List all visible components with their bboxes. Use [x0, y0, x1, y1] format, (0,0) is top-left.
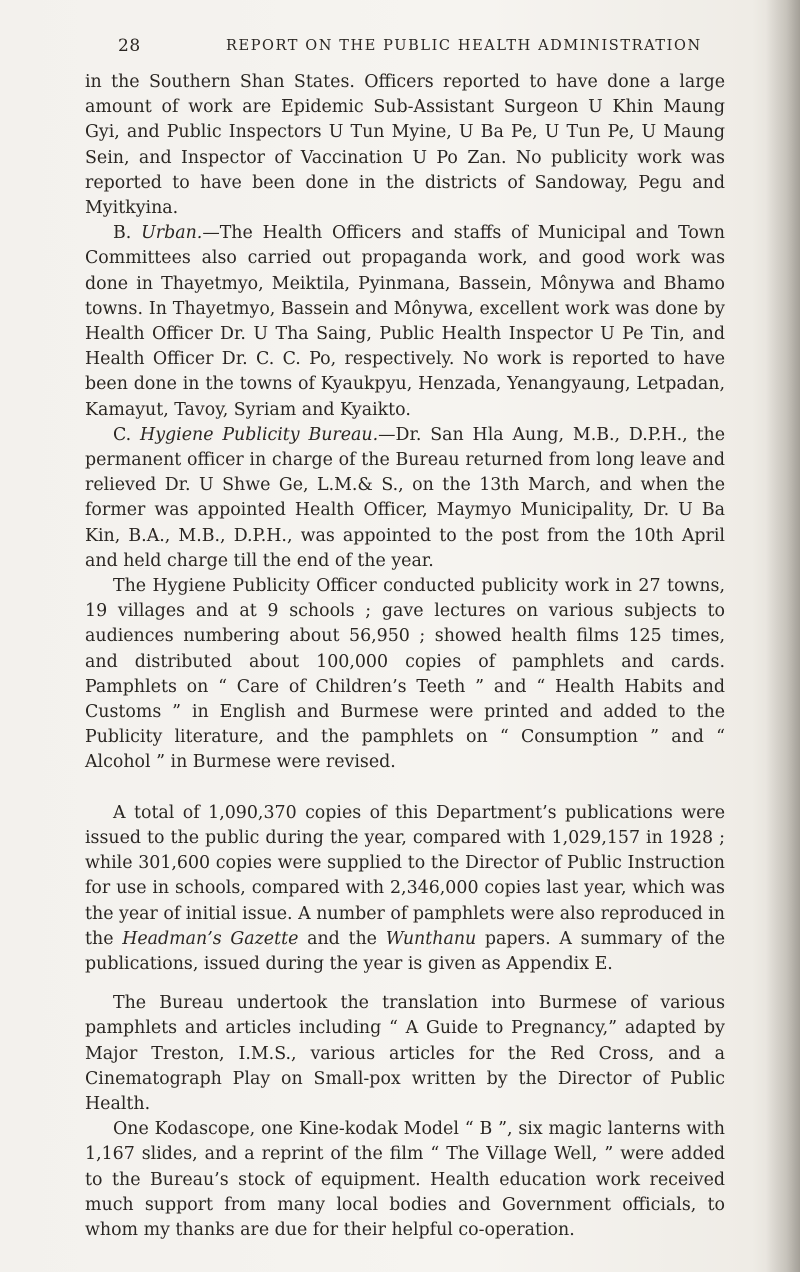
paragraph-publications-text-b: and the	[298, 928, 386, 949]
page-edge-shadow	[766, 0, 800, 1272]
running-title: REPORT ON THE PUBLIC HEALTH ADMINISTRATION	[226, 38, 702, 54]
publication-wunthanu: Wunthanu	[385, 928, 477, 949]
paragraph-urban-text: —The Health Officers and staffs of Municipal and Town Committees also carried out propaganda work, and good work was done in Thayetmyo, Meiktila, Pyinmana, Bassein, Mônywa and Bhamo towns. In Thayetmyo, Bassein and Mônywa, excellent work was done by Health Officer Dr. U Tha Saing, Public Health Inspector U Pe Tin, and Health Officer Dr. C. C. Po, respectively. No work is reported to have been done in the towns of Kyaukpyu, Henzada, Yenangyaung, Letpadan, Kamayut, Tavoy, Syriam and Kyaikto.	[85, 223, 725, 420]
paragraph-publications-text-a: A total of 1,090,370 copies of this Department’s publications were issued to the public during the year, compared with 1,029,157 in 1928 ; while 301,600 copies were supplied to the Director of Public Instruction for use in schools, compared with 2,346,000 copies last year, which was the year of initial issue. A number of pamphlets were also reproduced in the	[85, 802, 725, 949]
section-letter-c: C.	[113, 424, 141, 445]
paragraph-equipment: One Kodascope, one Kine-kodak Model “ B ”, six magic lanterns with 1,167 slides, and a reprint of the film “ The Village Well, ” were added to the Bureau’s stock of equipment. Health education work received much support from many local bodies and Government officials, to whom my thanks are due for their helpful co-operation.	[85, 1119, 725, 1240]
section-letter-b: B.	[113, 223, 142, 244]
section-heading-hygiene-bureau: Hygiene Publicity Bureau.	[140, 424, 379, 445]
page-number: 28	[118, 36, 141, 56]
paragraph-publicity-officer: The Hygiene Publicity Officer conducted publicity work in 27 towns, 19 villages and at 9 schools ; gave lectures on various subjects to audiences numbering about 56,950 ; showed health films 125 times, and distributed about 100,000 copies of pamphlets and cards. Pamphlets on “ Care of Children’s Teeth ” and “ Health Habits and Customs ” in English and Burmese were printed and added to the Publicity literature, and the pamphlets on “ Consumption ” and “ Alcohol ” in Burmese were revised.	[85, 576, 725, 773]
publication-headmans-gazette: Headman’s Gazette	[122, 928, 299, 949]
paragraph-southern-shan: in the Southern Shan States. Officers reported to have done a large amount of work are Epidemic Sub-Assistant Surgeon U Khin Maung Gyi, and Public Inspectors U Tun Myine, U Ba Pe, U Tun Pe, U Maung Sein, and Inspector of Vaccination U Po Zan. No publicity work was reported to have been done in the districts of Sandoway, Pegu and Myitkyina.	[85, 72, 725, 219]
paragraph-publications-text-c: papers. A summary of the publications, issued during the year is given as Appendix E.	[85, 928, 726, 974]
paragraph-translation: The Bureau undertook the translation into Burmese of various pamphlets and articles including “ A Guide to Pregnancy,” adapted by Major Treston, I.M.S., various articles for the Red Cross, and a Cinematograph Play on Small-pox written by the Director of Public Health.	[85, 993, 725, 1114]
section-heading-urban: Urban.	[141, 223, 203, 244]
page-header	[118, 36, 702, 60]
paragraph-urban	[85, 221, 725, 423]
body-text	[85, 70, 725, 1243]
paragraph-publications	[85, 801, 725, 977]
paragraph-hygiene-bureau-text: —Dr. San Hla Aung, M.B., D.P.H., the permanent officer in charge of the Bureau returned from long leave and relieved Dr. U Shwe Ge, L.M.& S., on the 13th March, and when the former was appointed Health Officer, Maymyo Municipality, Dr. U Ba Kin, B.A., M.B., D.P.H., was appointed to the post from the 10th April and held charge till the end of the year.	[85, 424, 725, 571]
paragraph-hygiene-bureau	[85, 423, 725, 574]
